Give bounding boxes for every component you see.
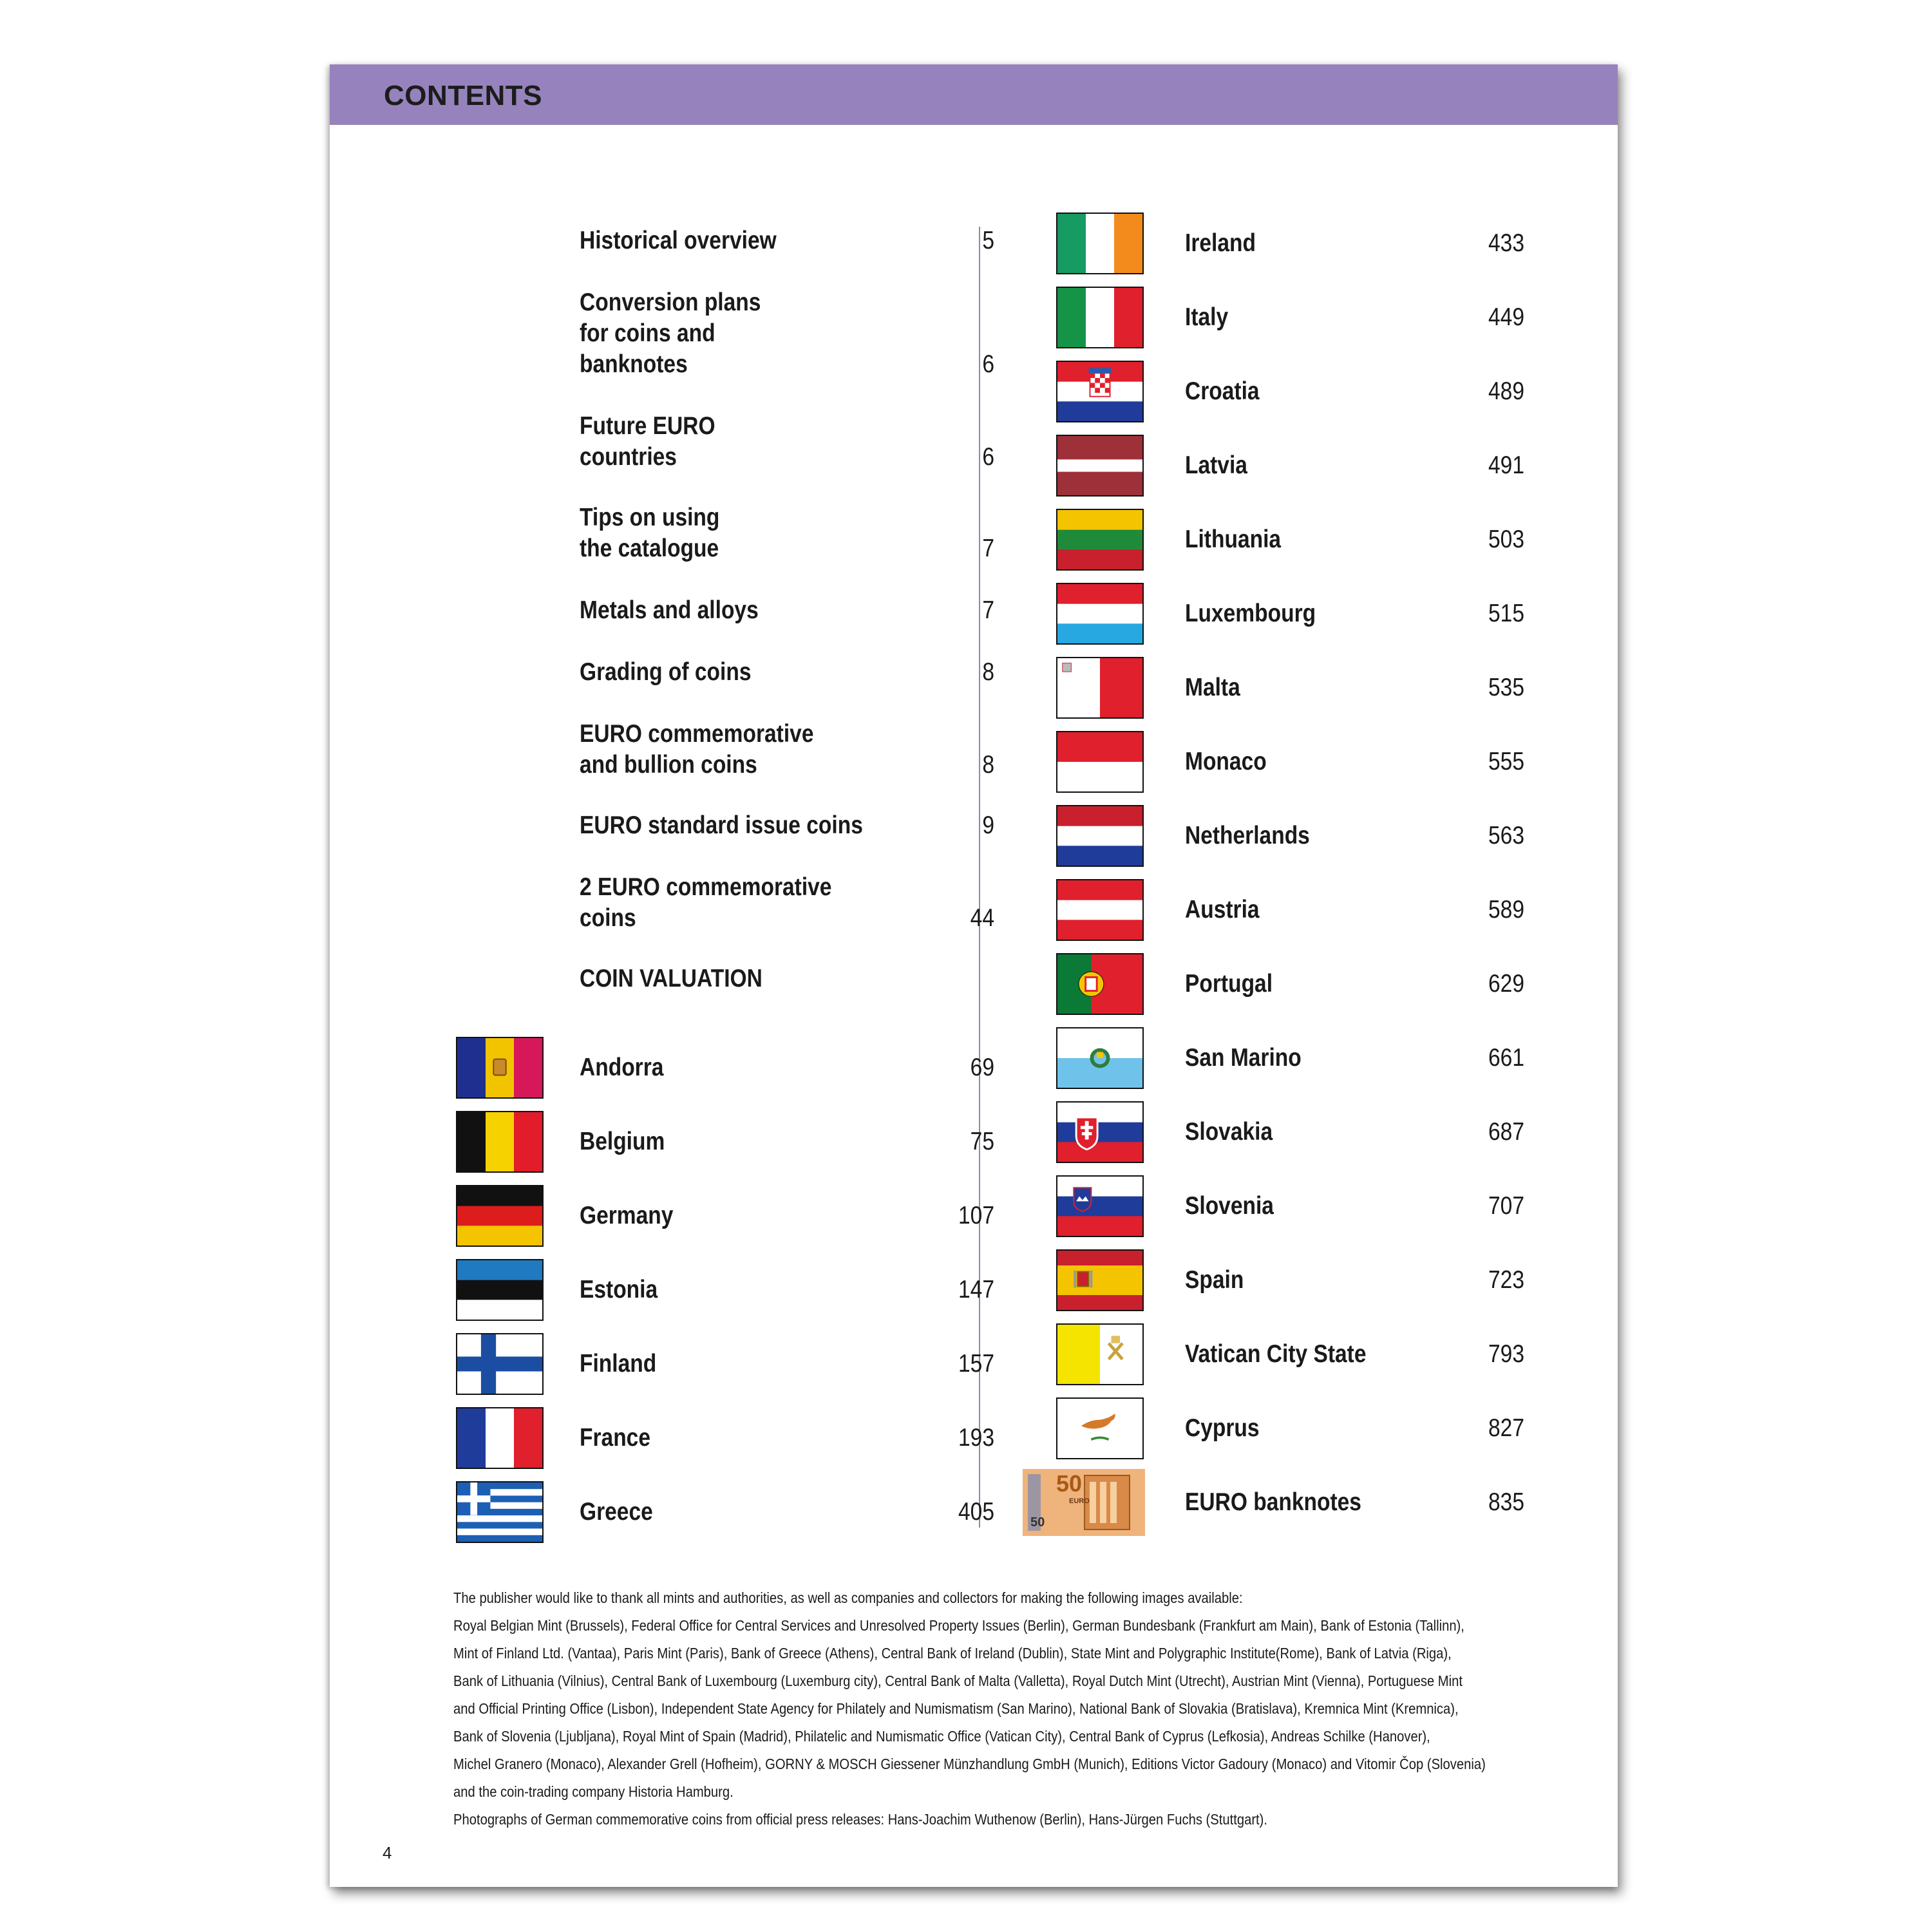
page-ref: 589 (1488, 896, 1524, 923)
entry-title: Grading of coins (580, 658, 752, 686)
monaco-flag-icon (1056, 731, 1144, 793)
ack-line: Bank of Lithuania (Vilnius), Central Bank of Luxembourg (Luxemburg city), Central Bank of Malta (Valletta), Royal Dutch Mint (Utrecht), Austrian Mint (Vienna), Portuguese Mint (453, 1672, 1463, 1689)
banknote-value: 50 (1056, 1470, 1083, 1497)
page-ref: 707 (1488, 1192, 1524, 1220)
page-ref: 193 (958, 1424, 994, 1452)
entry-title: countries (580, 443, 677, 471)
italy-flag-icon (1056, 287, 1144, 348)
page-ref: 433 (1488, 229, 1524, 257)
page-ref: 515 (1488, 600, 1524, 627)
ack-line: The publisher would like to thank all mints and authorities, as well as companies and collectors for making the following images available: (453, 1589, 1243, 1606)
country-name: EURO banknotes (1185, 1488, 1361, 1516)
andorra-flag-icon (456, 1037, 544, 1099)
finland-flag-icon (456, 1333, 544, 1395)
country-name: Vatican City State (1185, 1340, 1367, 1368)
country-name: Slovenia (1185, 1192, 1274, 1220)
entry-title: and bullion coins (580, 751, 757, 779)
page-ref: 5 (982, 227, 994, 254)
page-title: CONTENTS (384, 80, 542, 111)
cyprus-flag-icon (1056, 1397, 1144, 1459)
page-ref: 44 (970, 904, 994, 932)
country-name: Andorra (580, 1054, 664, 1081)
greece-flag-icon (456, 1481, 544, 1543)
page-ref: 69 (970, 1054, 994, 1081)
country-name: Austria (1185, 896, 1260, 923)
page-ref: 157 (958, 1350, 994, 1378)
banknote-value-small: 50 (1030, 1515, 1045, 1530)
page-ref: 107 (958, 1202, 994, 1229)
slovenia-flag-icon (1056, 1175, 1144, 1237)
slovakia-flag-icon (1056, 1101, 1144, 1163)
page-number: 4 (383, 1843, 392, 1862)
country-name: Greece (580, 1498, 653, 1526)
entry-title: EURO standard issue coins (580, 811, 863, 839)
country-name: Belgium (580, 1128, 665, 1155)
ack-line: Bank of Slovenia (Ljubljana), Royal Mint of Spain (Madrid), Philatelic and Numismatic Office (Vatican City), Central Bank of Cyprus (Lefkosia), Andreas Schilke (Hanover), (453, 1728, 1430, 1745)
country-name: Cyprus (1185, 1414, 1260, 1442)
catalogue-page (330, 64, 1618, 1887)
luxembourg-flag-icon (1056, 583, 1144, 645)
ack-line: and the coin-trading company Historia Hamburg. (453, 1783, 734, 1800)
page-ref: 687 (1488, 1118, 1524, 1146)
malta-flag-icon (1056, 657, 1144, 719)
country-name: San Marino (1185, 1044, 1302, 1072)
ack-line: Photographs of German commemorative coins from official press releases: Hans-Joachim Wuthenow (Berlin), Hans-Jürgen Fuchs (Stuttgart). (453, 1811, 1268, 1828)
country-name: Monaco (1185, 748, 1267, 775)
entry-title: banknotes (580, 350, 688, 378)
san-marino-flag-icon (1056, 1027, 1144, 1089)
page-ref: 661 (1488, 1044, 1524, 1072)
entry-title: Historical overview (580, 227, 777, 254)
page-ref: 405 (958, 1498, 994, 1526)
country-name: Slovakia (1185, 1118, 1273, 1146)
entry-title: Future EURO (580, 412, 715, 440)
country-name: Luxembourg (1185, 600, 1316, 627)
country-name: Malta (1185, 674, 1240, 701)
page-ref: 723 (1488, 1266, 1524, 1294)
latvia-flag-icon (1056, 435, 1144, 497)
page-ref: 6 (982, 443, 994, 471)
ack-line: Royal Belgian Mint (Brussels), Federal Office for Central Services and Unresolved Property Issues (Berlin), German Bundesbank (Frankfurt am Main), Bank of Estonia (Tallinn), (453, 1617, 1464, 1634)
page-ref: 147 (958, 1276, 994, 1303)
country-name: France (580, 1424, 650, 1452)
acknowledgements (453, 1584, 1522, 1833)
ack-line: and Official Printing Office (Lisbon), Independent State Agency for Philately and Numismatism (San Marino), National Bank of Slovakia (Bratislava), Kremnica Mint (Kremnica), (453, 1700, 1459, 1717)
page-ref: 9 (982, 811, 994, 839)
country-name: Ireland (1185, 229, 1256, 257)
euro-banknote-icon (1023, 1469, 1145, 1536)
page-ref: 835 (1488, 1488, 1524, 1516)
page-ref: 629 (1488, 970, 1524, 998)
page-ref: 489 (1488, 377, 1524, 405)
entry-title: for coins and (580, 319, 715, 347)
page-ref: 503 (1488, 526, 1524, 553)
country-name: Croatia (1185, 377, 1260, 405)
country-name: Netherlands (1185, 822, 1310, 849)
country-name: Portugal (1185, 970, 1273, 998)
estonia-flag-icon (456, 1259, 544, 1321)
page-ref: 6 (982, 350, 994, 378)
spain-flag-icon (1056, 1249, 1144, 1311)
austria-flag-icon (1056, 879, 1144, 941)
banknote-label: EURO (1069, 1497, 1090, 1505)
page-ref: 75 (970, 1128, 994, 1155)
header-bar (330, 64, 1618, 125)
ack-line: Michel Granero (Monaco), Alexander Grell (Hofheim), GORNY & MOSCH Giessener Münzhandlung GmbH (Munich), Editions Victor Gadoury (Monaco) and Vitomir Čop (Slovenia) (453, 1756, 1486, 1772)
france-flag-icon (456, 1407, 544, 1469)
country-name: Latvia (1185, 451, 1247, 479)
page-ref: 8 (982, 658, 994, 686)
column-divider (979, 227, 980, 1528)
vatican-flag-icon (1056, 1323, 1144, 1385)
entry-title: COIN VALUATION (580, 965, 762, 992)
country-name: Finland (580, 1350, 657, 1378)
page-ref: 563 (1488, 822, 1524, 849)
page-ref: 8 (982, 751, 994, 779)
belgium-flag-icon (456, 1111, 544, 1173)
entry-title: EURO commemorative (580, 720, 814, 748)
entry-title: 2 EURO commemorative (580, 873, 832, 901)
entry-title: Conversion plans (580, 289, 761, 316)
entry-title: Tips on using (580, 504, 720, 531)
country-name: Spain (1185, 1266, 1244, 1294)
croatia-flag-icon (1056, 361, 1144, 422)
entry-title: coins (580, 904, 636, 932)
page-ref: 793 (1488, 1340, 1524, 1368)
page-ref: 827 (1488, 1414, 1524, 1442)
page-ref: 555 (1488, 748, 1524, 775)
country-name: Italy (1185, 303, 1229, 331)
page-ref: 7 (982, 596, 994, 624)
page-ref: 535 (1488, 674, 1524, 701)
lithuania-flag-icon (1056, 509, 1144, 571)
country-name: Germany (580, 1202, 674, 1229)
page-ref: 7 (982, 535, 994, 562)
netherlands-flag-icon (1056, 805, 1144, 867)
portugal-flag-icon (1056, 953, 1144, 1015)
ireland-flag-icon (1056, 213, 1144, 274)
page-ref: 449 (1488, 303, 1524, 331)
entry-title: the catalogue (580, 535, 719, 562)
country-name: Lithuania (1185, 526, 1282, 553)
germany-flag-icon (456, 1185, 544, 1247)
entry-title: Metals and alloys (580, 596, 759, 624)
country-name: Estonia (580, 1276, 658, 1303)
page-ref: 491 (1488, 451, 1524, 479)
ack-line: Mint of Finland Ltd. (Vantaa), Paris Mint (Paris), Bank of Greece (Athens), Central Bank of Ireland (Dublin), State Mint and Polygraphic Institute(Rome), Bank of Latvia (Riga), (453, 1645, 1452, 1662)
